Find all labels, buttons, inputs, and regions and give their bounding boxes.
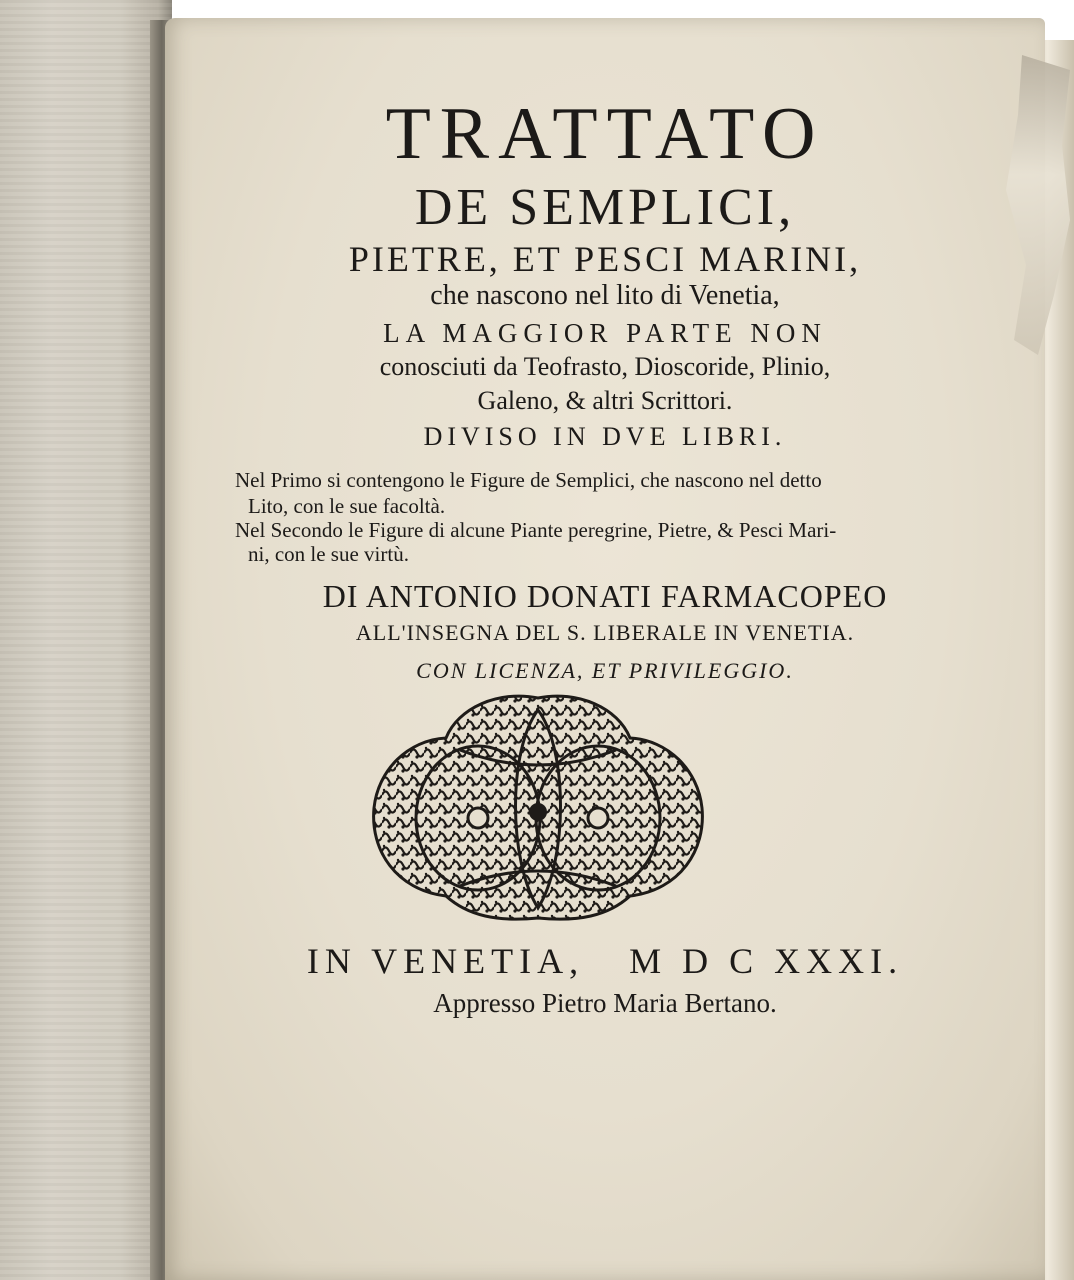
- subtitle-authors: conosciuti da Teofrasto, Dioscoride, Plinio,: [379, 352, 831, 381]
- title-trattato: TRATTATO: [385, 93, 825, 175]
- secondo-libro-line1: Nel Secondo le Figure di alcune Piante peregrine, Pietre, & Pesci Mari-: [235, 518, 837, 542]
- primo-libro-line1: Nel Primo si contengono le Figure de Semplici, che nascono nel detto: [235, 468, 822, 492]
- insegna-line: ALL'INSEGNA DEL S. LIBERALE IN VENETIA.: [355, 620, 855, 645]
- author-line: DI ANTONIO DONATI FARMACOPEO: [322, 578, 888, 614]
- diviso-in-due-libri: DIVISO IN DVE LIBRI.: [423, 422, 787, 451]
- title-de-semplici: DE SEMPLICI,: [414, 179, 796, 236]
- imprint-line: IN VENETIA, M D C XXXI.: [306, 941, 904, 981]
- printer-line: Appresso Pietro Maria Bertano.: [433, 988, 777, 1018]
- licenza-line: CON LICENZA, ET PRIVILEGGIO.: [416, 658, 794, 683]
- subtitle-lito-venetia: che nascono nel lito di Venetia,: [430, 280, 780, 311]
- subtitle-scrittori: Galeno, & altri Scrittori.: [477, 386, 733, 415]
- secondo-libro-line2: ni, con le sue virtù.: [248, 542, 409, 566]
- subtitle-maggior-parte: LA MAGGIOR PARTE NON: [383, 318, 827, 348]
- title-pietre-pesci: PIETRE, ET PESCI MARINI,: [348, 239, 862, 279]
- arabesque-ornament-icon: [368, 690, 708, 925]
- vellum-cover: [0, 0, 172, 1280]
- primo-libro-line2: Lito, con le sue facoltà.: [248, 494, 446, 518]
